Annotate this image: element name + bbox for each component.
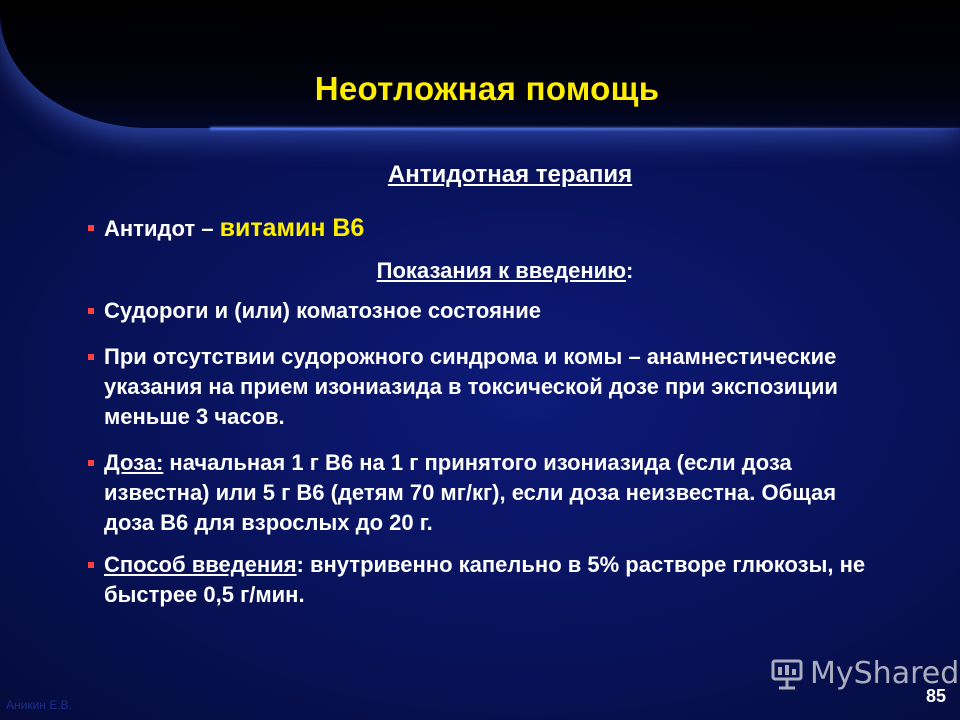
indications-heading bbox=[0, 258, 960, 284]
route-item bbox=[88, 550, 888, 610]
antidote-label: Антидот – bbox=[104, 216, 220, 241]
slide-title: Неотложная помощь bbox=[314, 70, 660, 107]
page-number: 85 bbox=[925, 686, 946, 706]
bullet-text: При отсутствии судорожного синдрома и комы – анамнестические указания на прием изониазида в токсической дозе при экспозиции меньше 3 часов. bbox=[104, 344, 838, 429]
header-band bbox=[0, 0, 960, 128]
square-bullet-icon bbox=[88, 354, 94, 360]
watermark-text: MyShared bbox=[810, 656, 960, 691]
square-bullet-icon bbox=[88, 308, 94, 314]
square-bullet-icon bbox=[88, 460, 94, 466]
route-label: Способ введения bbox=[104, 552, 297, 577]
slide-subtitle: Антидотная терапия bbox=[387, 161, 633, 188]
author-footer: Аникин Е.В. bbox=[6, 698, 72, 712]
square-bullet-icon bbox=[88, 225, 94, 231]
dose-item bbox=[88, 448, 888, 538]
dose-text: начальная 1 г В6 на 1 г принятого изониазида (если доза известна) или 5 г В6 (детям 70 мг/кг), если доза неизвестна. Общая доза В6 для взрослых до 20 г. bbox=[104, 450, 837, 535]
dose-label: Доза: bbox=[104, 450, 164, 475]
square-bullet-icon bbox=[88, 562, 94, 568]
indications-label: Показания к введению bbox=[376, 258, 626, 283]
presentation-board-icon bbox=[770, 657, 804, 691]
antidote-value: витамин В6 bbox=[219, 214, 365, 242]
antidote-item bbox=[88, 213, 888, 244]
list-item bbox=[88, 342, 888, 432]
bullet-text: Судороги и (или) коматозное состояние bbox=[104, 298, 541, 323]
route-text: : внутривенно капельно в 5% растворе глюкозы, не быстрее 0,5 г/мин. bbox=[104, 552, 866, 607]
list-item bbox=[88, 296, 888, 326]
indications-suffix: : bbox=[626, 258, 634, 283]
